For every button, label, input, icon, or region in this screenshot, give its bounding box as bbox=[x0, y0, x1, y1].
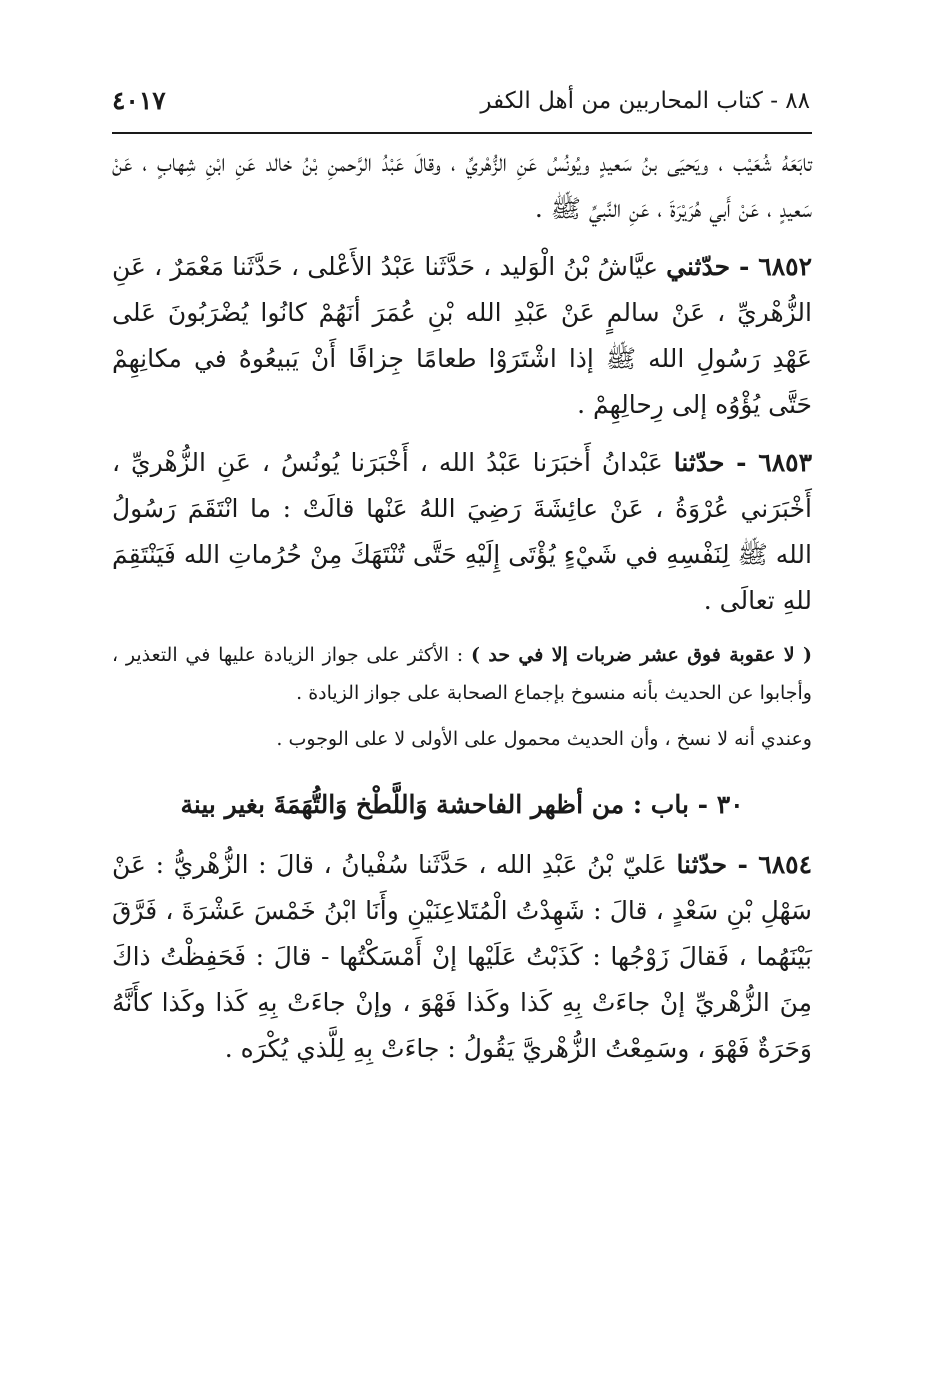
hadith-6852 bbox=[112, 244, 812, 428]
commentary-text: : الأكثر على جواز الزيادة عليها في التعذير ، وأجابوا عن الحديث بأنه منسوخ بإجماع الصحابة على جواز الزيادة . bbox=[112, 644, 812, 704]
hadith-text: تابَعَهُ شُعَيْب ، ويَحيَى بنُ سَعيدٍ ويُونُسُ عَنِ الزُّهْريِّ ، وقالَ عَبْدُ الرَّحمنِ بْنُ خالد عَنِ ابْنِ شِهابٍ ، عَنْ سَعيدٍ ، عَنْ أَبي هُرَيْرَةَ ، عَنِ النَّبيِّ ﷺ . bbox=[112, 148, 812, 223]
hadith-text: عَبْدانُ أَخبَرَنا عَبْدُ الله ، أَخْبَرَنا يُونُسُ ، عَنِ الزُّهْريِّ ، أَخْبَرَني عُرْوَةُ ، عَنْ عائِشَةَ رَضِيَ اللهُ عَنْها قالَتْ : ما انْتَقَمَ رَسُولُ الله ﷺ لِنَفْسِهِ في شَيْءٍ يُؤْتَى إِلَيْهِ حَتَّى تُنْتَهَكَ مِنْ حُرُماتِ الله فَيَنْتَقِمَ للهِ تعالَى . bbox=[112, 448, 812, 615]
hadith-text: عيَّاشُ بْنُ الْوَليد ، حَدَّثَنا عَبْدُ الأَعْلى ، حَدَّثَنا مَعْمَرٌ ، عَنِ الزُّهْريِّ ، عَنْ سالمٍ عَنْ عَبْدِ الله بْنِ عُمَرَ أنَهُمْ كانُوا يُضْرَبُونَ عَلى عَهْدِ رَسُولِ الله ﷺ إذا اشْتَرَوْا طعامًا جِزافًا أَنْ يَبيعُوهُ في مكانِهِمْ حَتَّى يُؤْوُه إلى رِحالِهِمْ . bbox=[112, 252, 812, 419]
running-title: ٨٨ - كتاب المحاربين من أهل الكفر bbox=[480, 88, 810, 114]
commentary bbox=[112, 720, 812, 758]
page-number: ٤٠١٧ bbox=[112, 86, 166, 115]
hadith-number: ٦٨٥٤ - حدّثنا bbox=[676, 850, 813, 879]
page-body bbox=[112, 140, 812, 1072]
hadith-6853 bbox=[112, 440, 812, 624]
hadith-text: عَليّ بْنُ عَبْدِ الله ، حَدَّثَنا سُفْيانُ ، قالَ : الزُّهْريُّ : عَنْ سَهْلِ بْنِ سَعْدٍ ، قالَ : شَهِدْتُ الْمُتَلاعِنَيْنِ وأَنَا ابْنُ خَمْسَ عَشْرَةَ ، فَرَّقَ بَيْنَهُما ، فَقالَ زَوْجُها : كَذَبْتُ عَلَيْها إنْ أَمْسَكْتُها - قالَ : فَحَفِظْتُ ذاكَ مِنَ الزُّهْريِّ إنْ جاءَتْ بِهِ كَذا وكَذا فَهْوَ ، وإنْ جاءَتْ بِهِ كَذا وكَذا كأَنَّهُ وَحَرَةٌ فَهْوَ ، وسَمِعْتُ الزُّهْريَّ يَقُولُ : جاءَتْ بِهِ لِلَّذي يُكْرَه . bbox=[112, 850, 812, 1063]
commentary-text: وعندي أنه لا نسخ ، وأن الحديث محمول على الأولى لا على الوجوب . bbox=[276, 728, 812, 750]
hadith-number: ٦٨٥٢ - حدّثني bbox=[666, 252, 812, 281]
hadith-number: ٦٨٥٣ - حدّثنا bbox=[673, 448, 813, 477]
chapter-heading: ٣٠ - باب : من أظهر الفاحشة وَاللَّطْخ وَالتُّهَمَةَ بغير بينة bbox=[180, 790, 744, 819]
commentary bbox=[112, 636, 812, 712]
hadith-6854 bbox=[112, 842, 812, 1072]
hadith-continuation bbox=[112, 140, 812, 232]
header-rule bbox=[112, 132, 812, 134]
commentary-lead: ( لا عقوبة فوق عشر ضربات إلا في حد ) bbox=[471, 644, 812, 666]
